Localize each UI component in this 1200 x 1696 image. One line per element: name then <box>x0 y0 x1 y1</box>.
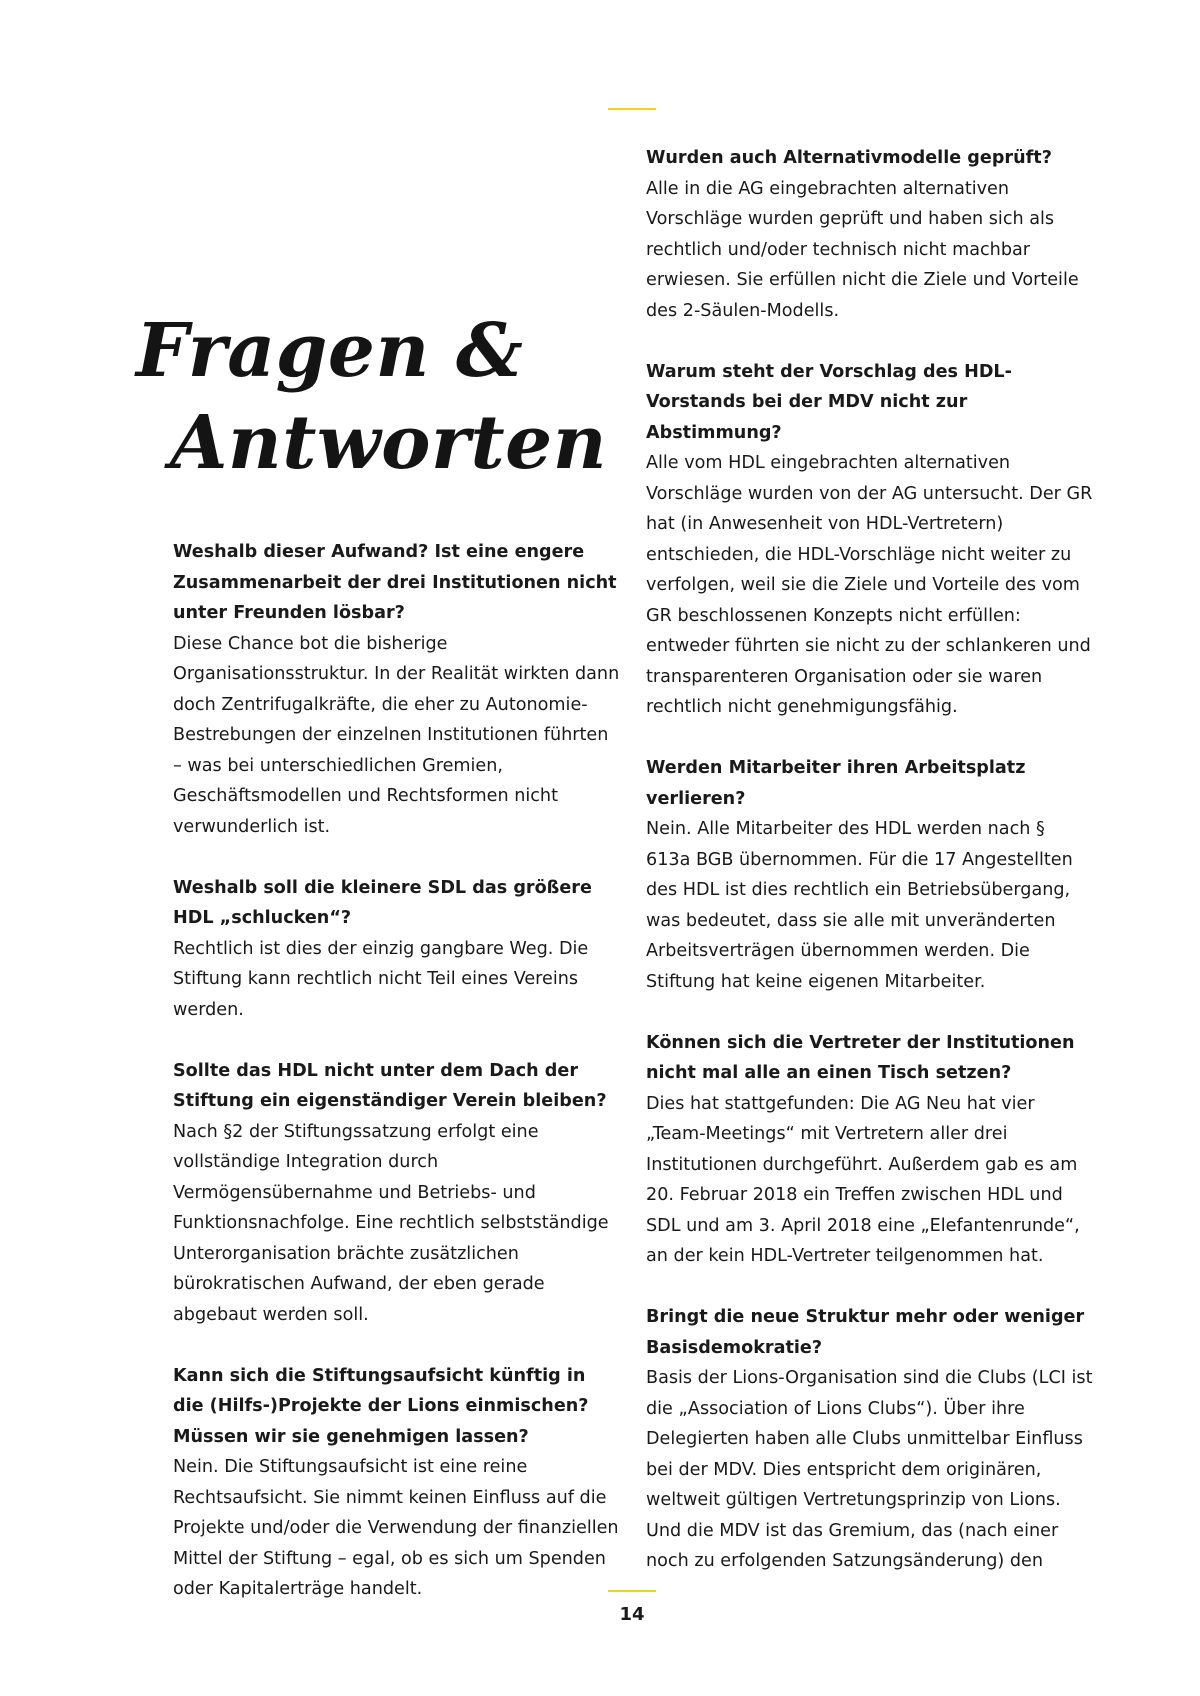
faq-question: Warum steht der Vorschlag des HDL-Vorstands bei der MDV nicht zur Abstimmung? <box>646 361 1012 443</box>
faq-question: Sollte das HDL nicht unter dem Dach der Stiftung ein eigenständiger Verein bleiben? <box>173 1060 607 1111</box>
left-column <box>173 537 621 1635</box>
faq-answer: Nein. Alle Mitarbeiter des HDL werden nach § 613a BGB übernommen. Für die 17 Angestellten des HDL ist dies rechtlich ein Betriebsübergang, was bedeutet, dass sie alle mit unveränderten Arbeitsverträgen übernommen werden. Die Stiftung hat keine eigenen Mitarbeiter. <box>646 819 1073 992</box>
faq-question: Kann sich die Stiftungsaufsicht künftig in die (Hilfs-)Projekte der Lions einmischen? Müssen wir sie genehmigen lassen? <box>173 1365 589 1447</box>
right-column <box>646 143 1094 1607</box>
faq-item <box>646 1302 1094 1577</box>
faq-item <box>173 873 621 1026</box>
faq-question: Werden Mitarbeiter ihren Arbeitsplatz verlieren? <box>646 758 1026 809</box>
faq-answer: Diese Chance bot die bisherige Organisationsstruktur. In der Realität wirkten dann doch Zentrifugalkräfte, die eher zu Autonomie-Bestrebungen der einzelnen Institutionen führten – was bei unterschiedlichen Gremien, Geschäftsmodellen und Rechtsformen nicht verwunderlich ist. <box>173 633 620 837</box>
faq-answer: Basis der Lions-Organisation sind die Clubs (LCI ist die „Association of Lions Clubs“). Über ihre Delegierten haben alle Clubs unmittelbar Einfluss bei der MDV. Dies entspricht dem originären, weltweit gültigen Vertretungsprinzip von Lions. Und die MDV ist das Gremium, das (nach einer noch zu erfolgenden Satzungsänderung) den <box>646 1368 1093 1571</box>
faq-item <box>646 1028 1094 1272</box>
top-accent-rule <box>608 108 656 110</box>
faq-answer: Alle in die AG eingebrachten alternativen Vorschläge wurden geprüft und haben sich als rechtlich und/oder technisch nicht machbar erwiesen. Sie erfüllen nicht die Ziele und Vorteile des 2-Säulen-Modells. <box>646 178 1079 321</box>
page-title-line-1: Fragen & <box>136 308 524 394</box>
faq-answer: Alle vom HDL eingebrachten alternativen Vorschläge wurden von der AG untersucht. Der GR hat (in Anwesenheit von HDL-Vertretern) entschieden, die HDL-Vorschläge nicht weiter zu verfolgen, weil sie die Ziele und Vorteile des vom GR beschlossenen Konzepts nicht erfüllen: entweder führten sie nicht zu der schlankeren und transparenteren Organisation oder sie waren rechtlich nicht genehmigungsfähig. <box>646 453 1093 717</box>
faq-answer: Rechtlich ist dies der einzig gangbare Weg. Die Stiftung kann rechtlich nicht Teil eines Vereins werden. <box>173 938 589 1020</box>
faq-answer: Dies hat stattgefunden: Die AG Neu hat vier „Team-Meetings“ mit Vertretern aller drei Institutionen durchgeführt. Außerdem gab es am 20. Februar 2018 ein Treffen zwischen HDL und SDL und am 3. April 2018 eine „Elefantenrunde“, an der kein HDL-Vertreter teilgenommen hat. <box>646 1093 1080 1266</box>
faq-item <box>646 357 1094 723</box>
faq-answer: Nein. Die Stiftungsaufsicht ist eine reine Rechtsaufsicht. Sie nimmt keinen Einfluss auf die Projekte und/oder die Verwendung der finanziellen Mittel der Stiftung – egal, ob es sich um Spenden oder Kapitalerträge handelt. <box>173 1457 619 1599</box>
faq-item <box>173 1056 621 1331</box>
faq-item <box>646 143 1094 326</box>
faq-item <box>646 753 1094 997</box>
faq-question: Weshalb dieser Aufwand? Ist eine engere Zusammenarbeit der drei Institutionen nicht unter Freunden lösbar? <box>173 542 617 623</box>
faq-question: Können sich die Vertreter der Institutionen nicht mal alle an einen Tisch setzen? <box>646 1032 1075 1083</box>
bottom-accent-rule <box>608 1590 656 1592</box>
faq-answer: Nach §2 der Stiftungssatzung erfolgt eine vollständige Integration durch Vermögensübernahme und Betriebs- und Funktionsnachfolge. Eine rechtlich selbstständige Unterorganisation brächte zusätzlichen bürokratischen Aufwand, der eben gerade abgebaut werden soll. <box>173 1121 609 1325</box>
page-number: 14 <box>619 1604 645 1625</box>
faq-item <box>173 1361 621 1605</box>
faq-item <box>173 537 621 842</box>
page-title-line-2: Antworten <box>170 400 608 486</box>
faq-question: Bringt die neue Struktur mehr oder weniger Basisdemokratie? <box>646 1307 1085 1358</box>
faq-question: Weshalb soll die kleinere SDL das größere HDL „schlucken“? <box>173 877 592 928</box>
faq-question: Wurden auch Alternativmodelle geprüft? <box>646 148 1052 168</box>
